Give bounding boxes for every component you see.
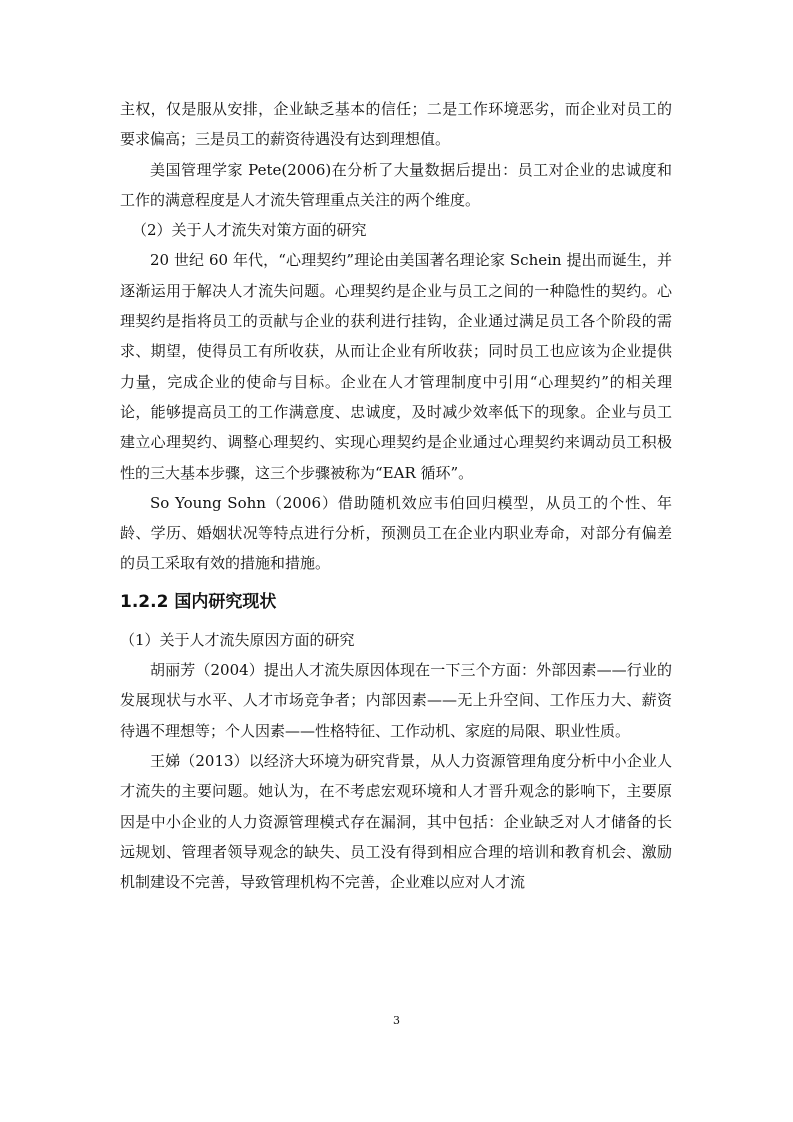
body-text	[120, 94, 672, 897]
paragraph-wang-di: 王娣（2013）以经济大环境为研究背景，从人力资源管理角度分析中小企业人才流失的主要问题。她认为，在不考虑宏观环境和人才晋升观念的影响下，主要原因是中小企业的人力资源管理模式存在漏洞，其中包括：企业缺乏对人才储备的长远规划、管理者领导观念的缺失、员工没有得到相应合理的培训和教育机会、激励机制建设不完善，导致管理机构不完善，企业难以应对人才流	[120, 751, 672, 892]
page-number: 3	[393, 1014, 400, 1027]
subheading-causes: （1）关于人才流失原因方面的研究	[120, 630, 355, 649]
paragraph-sohn: So Young Sohn（2006）借助随机效应韦伯回归模型，从员工的个性、年龄、学历、婚姻状况等特点进行分析，预测员工在企业内职业寿命，对部分有偏差的员工采取有效的措施和措施。	[120, 493, 672, 573]
paragraph-continuation: 主权，仅是服从安排，企业缺乏基本的信任；二是工作环境恶劣，而企业对员工的要求偏高；三是员工的薪资待遇没有达到理想值。	[120, 100, 672, 149]
section-heading: 1.2.2 国内研究现状	[120, 591, 277, 612]
paragraph-hu-lifang: 胡丽芳（2004）提出人才流失原因体现在一下三个方面：外部因素——行业的发展现状与水平、人才市场竞争者；内部因素——无上升空间、工作压力大、薪资待遇不理想等；个人因素——性格特征、工作动机、家庭的局限、职业性质。	[120, 661, 672, 740]
paragraph-psychological-contract: 20 世纪 60 年代，“心理契约”理论由美国著名理论家 Schein 提出而诞生，并逐渐运用于解决人才流失问题。心理契约是企业与员工之间的一种隐性的契约。心理契约是指将员工的贡献与企业的获利进行挂钩，企业通过满足员工各个阶段的需求、期望，使得员工有所收获，从而让企业有所收获；同时员工也应该为企业提供力量，完成企业的使命与目标。企业在人才管理制度中引用“心理契约”的相关理论，能够提高员工的工作满意度、忠诚度，及时减少效率低下的现象。企业与员工建立心理契约、调整心理契约、实现心理契约是企业通过心理契约来调动员工积极性的三大基本步骤，这三个步骤被称为“EAR 循环”。	[120, 251, 672, 482]
paragraph-pete: 美国管理学家 Pete(2006)在分析了大量数据后提出：员工对企业的忠诚度和工作的满意程度是人才流失管理重点关注的两个维度。	[120, 160, 672, 209]
subheading-countermeasures: （2）关于人才流失对策方面的研究	[132, 221, 367, 240]
